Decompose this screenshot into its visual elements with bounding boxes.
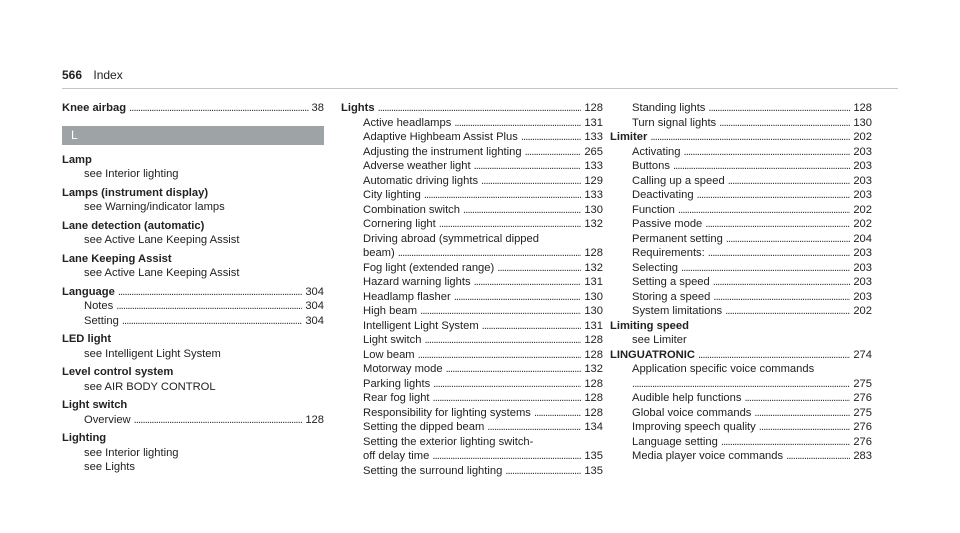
section-letter: L xyxy=(71,127,78,142)
see-reference[interactable]: see Lights xyxy=(84,461,135,473)
subentry-label: Global voice commands xyxy=(632,406,752,419)
subentry-label: Passive mode xyxy=(632,218,703,230)
index-subentry xyxy=(341,217,603,232)
subentry-label: System limitations xyxy=(632,305,723,317)
leader-dots xyxy=(433,391,582,406)
leader-dots xyxy=(424,188,582,203)
leader-dots xyxy=(398,246,582,261)
subentry-label: Calling up a speed xyxy=(632,174,725,187)
subentry-label: Responsibility for lighting systems xyxy=(363,406,531,419)
leader-dots xyxy=(697,188,851,203)
page-ref[interactable]: 203 xyxy=(853,290,872,303)
subentry-label: Application specific voice commands xyxy=(632,363,815,375)
leader-dots xyxy=(482,319,582,334)
page-ref[interactable]: 128 xyxy=(853,102,872,114)
leader-dots xyxy=(521,130,581,145)
leader-dots xyxy=(454,116,581,131)
index-subentry xyxy=(610,406,872,421)
index-subentry xyxy=(341,290,603,305)
page-ref[interactable]: 203 xyxy=(853,174,872,187)
letter-section-bar xyxy=(62,126,324,145)
index-subentry xyxy=(610,449,872,464)
leader-dots xyxy=(418,348,582,363)
index-subentry xyxy=(610,420,872,435)
leader-dots xyxy=(721,435,850,450)
leader-dots xyxy=(725,304,850,319)
leader-dots xyxy=(713,275,851,290)
leader-dots xyxy=(744,391,850,406)
subentry-label: Low beam xyxy=(363,348,415,361)
index-subentry xyxy=(610,159,872,174)
subentry-label: beam) xyxy=(363,247,395,259)
entry-label: Language xyxy=(62,285,115,298)
leader-dots xyxy=(728,174,851,189)
index-subentry xyxy=(341,188,603,203)
subentry-label: Light switch xyxy=(363,334,422,346)
index-subentry xyxy=(341,348,603,363)
leader-dots xyxy=(432,449,581,464)
index-subentry xyxy=(341,275,603,290)
subentry-label: Combination switch xyxy=(363,203,461,216)
entry-label: Lights xyxy=(341,102,375,114)
leader-dots xyxy=(463,203,581,218)
subentry-label: Requirements: xyxy=(632,247,705,259)
subentry-label: Setting the dipped beam xyxy=(363,421,485,433)
page-title: Index xyxy=(93,68,123,82)
leader-dots xyxy=(481,174,581,189)
page-ref[interactable]: 202 xyxy=(853,305,872,317)
leader-dots xyxy=(726,232,851,247)
leader-dots xyxy=(684,145,851,160)
subentry-label: High beam xyxy=(363,305,418,317)
page-ref[interactable]: 275 xyxy=(853,406,872,419)
leader-dots xyxy=(719,116,850,131)
leader-dots xyxy=(632,377,850,392)
page-ref[interactable]: 283 xyxy=(853,450,872,462)
page-ref[interactable]: 133 xyxy=(584,189,603,201)
subentry-label: Parking lights xyxy=(363,377,431,390)
subentry-label: Automatic driving lights xyxy=(363,174,479,187)
page-ref[interactable]: 203 xyxy=(853,276,872,288)
page-ref[interactable]: 131 xyxy=(584,276,603,288)
page-ref[interactable]: 130 xyxy=(584,305,603,317)
index-subentry xyxy=(341,362,603,377)
page-ref[interactable]: 276 xyxy=(853,435,872,448)
index-entry: Light switch xyxy=(62,399,128,411)
index-entry xyxy=(341,101,603,116)
see-reference[interactable]: see Intelligent Light System xyxy=(84,347,221,360)
index-subentry xyxy=(610,232,872,247)
see-reference[interactable]: see AIR BODY CONTROL xyxy=(84,380,216,393)
header-divider xyxy=(62,88,898,89)
page-ref[interactable]: 128 xyxy=(584,377,603,390)
leader-dots xyxy=(534,406,581,421)
index-entry: Lamp xyxy=(62,153,92,166)
page-ref[interactable]: 130 xyxy=(584,290,603,303)
subentry-label: Motorway mode xyxy=(363,363,443,375)
see-reference[interactable]: see Active Lane Keeping Assist xyxy=(84,234,240,246)
leader-dots xyxy=(439,217,582,232)
index-entry xyxy=(610,130,872,145)
subentry-label: Driving abroad (symmetrical dipped xyxy=(363,232,539,245)
page-ref[interactable]: 134 xyxy=(584,421,603,433)
index-subentry xyxy=(341,116,603,131)
subentry-label: Buttons xyxy=(632,160,670,172)
subentry-label: Setting a speed xyxy=(632,276,710,288)
index-subentry xyxy=(341,145,603,160)
index-subentry xyxy=(610,116,872,131)
page-ref[interactable]: 265 xyxy=(584,145,603,158)
index-subentry xyxy=(610,391,872,406)
index-subentry xyxy=(610,174,872,189)
page-ref[interactable]: 130 xyxy=(853,116,872,129)
page-ref[interactable]: 128 xyxy=(584,334,603,346)
index-column-3 xyxy=(610,101,872,464)
leader-dots xyxy=(474,159,582,174)
index-entry: Level control system xyxy=(62,366,174,378)
subentry-label: Adverse weather light xyxy=(363,160,471,172)
page-ref[interactable]: 304 xyxy=(305,285,324,298)
leader-dots xyxy=(420,304,581,319)
leader-dots xyxy=(433,377,581,392)
subentry-label: Language setting xyxy=(632,435,718,448)
page-ref[interactable]: 133 xyxy=(584,131,603,143)
page-ref[interactable]: 128 xyxy=(584,348,603,361)
index-subentry xyxy=(341,406,603,421)
index-subentry xyxy=(610,275,872,290)
index-entry: Limiting speed xyxy=(610,319,689,332)
subentry-label: Deactivating xyxy=(632,189,694,201)
page-ref[interactable]: 274 xyxy=(853,348,872,361)
page-ref[interactable]: 203 xyxy=(853,160,872,172)
subentry-label: Setting the surround lighting xyxy=(363,464,503,477)
page-ref[interactable]: 128 xyxy=(305,413,324,426)
page-ref[interactable]: 132 xyxy=(584,363,603,375)
page-ref[interactable]: 132 xyxy=(584,218,603,230)
index-subentry xyxy=(341,246,603,261)
leader-dots xyxy=(759,420,851,435)
index-subentry xyxy=(341,420,603,435)
page-ref[interactable]: 128 xyxy=(584,102,603,114)
see-reference[interactable]: see Active Lane Keeping Assist xyxy=(84,267,240,279)
leader-dots xyxy=(134,413,303,428)
page-ref[interactable]: 203 xyxy=(853,145,872,158)
page-ref[interactable]: 131 xyxy=(584,319,603,332)
index-column-1 xyxy=(62,101,324,475)
page-ref[interactable]: 203 xyxy=(853,247,872,259)
subentry-label: Cornering light xyxy=(363,218,436,230)
subentry-label: Turn signal lights xyxy=(632,116,717,129)
subentry-label: off delay time xyxy=(363,450,430,462)
see-reference[interactable]: see Interior lighting xyxy=(84,168,179,180)
index-subentry xyxy=(341,377,603,392)
leader-dots xyxy=(698,348,850,363)
leader-dots xyxy=(708,101,850,116)
leader-dots xyxy=(678,203,850,218)
subentry-label: Intelligent Light System xyxy=(363,319,479,332)
see-reference[interactable]: see Limiter xyxy=(632,334,687,346)
index-subentry xyxy=(62,413,324,428)
index-subentry xyxy=(610,217,872,232)
index-subentry xyxy=(62,314,324,329)
index-subentry xyxy=(610,246,872,261)
index-subentry xyxy=(610,377,872,392)
subentry-label: Function xyxy=(632,203,675,216)
leader-dots xyxy=(505,464,581,479)
index-entry: Lane Keeping Assist xyxy=(62,252,172,265)
page-number: 566 xyxy=(62,68,83,82)
index-entry: Lighting xyxy=(62,432,107,444)
subentry-label: Active headlamps xyxy=(363,116,452,129)
leader-dots xyxy=(650,130,850,145)
leader-dots xyxy=(118,285,302,300)
page-ref[interactable]: 135 xyxy=(584,450,603,462)
leader-dots xyxy=(378,101,582,116)
index-entry xyxy=(62,101,324,116)
subentry-label: Permanent setting xyxy=(632,232,723,245)
index-subentry xyxy=(610,304,872,319)
index-column-2 xyxy=(341,101,603,478)
leader-dots xyxy=(474,275,582,290)
subentry-label: Setting the exterior lighting switch- xyxy=(363,435,534,448)
page-ref[interactable]: 38 xyxy=(311,102,324,114)
leader-dots xyxy=(497,261,581,276)
index-entry xyxy=(610,348,872,363)
page-ref[interactable]: 130 xyxy=(584,203,603,216)
page-ref[interactable]: 128 xyxy=(584,406,603,419)
index-subentry xyxy=(341,304,603,319)
leader-dots xyxy=(673,159,850,174)
subentry-label: Storing a speed xyxy=(632,290,711,303)
subentry-label: Hazard warning lights xyxy=(363,276,471,288)
index-subentry xyxy=(610,188,872,203)
page-ref[interactable]: 304 xyxy=(305,300,324,312)
index-subentry xyxy=(610,261,872,276)
leader-dots xyxy=(681,261,850,276)
leader-dots xyxy=(786,449,850,464)
index-entry xyxy=(62,285,324,300)
page-ref[interactable]: 276 xyxy=(853,421,872,433)
subentry-label: Overview xyxy=(84,413,131,426)
subentry-label: Adaptive Highbeam Assist Plus xyxy=(363,131,518,143)
index-subentry xyxy=(610,290,872,305)
subentry-label: Notes xyxy=(84,300,114,312)
entry-label: LINGUATRONIC xyxy=(610,348,695,361)
page-ref[interactable]: 203 xyxy=(853,189,872,201)
page-ref[interactable]: 203 xyxy=(853,261,872,274)
index-subentry xyxy=(341,391,603,406)
subentry-label: Headlamp flasher xyxy=(363,290,451,303)
page-ref[interactable]: 131 xyxy=(584,116,603,129)
subentry-label: Rear fog light xyxy=(363,392,430,404)
subentry-label: Improving speech quality xyxy=(632,421,756,433)
index-entry: Lane detection (automatic) xyxy=(62,219,205,232)
index-subentry xyxy=(610,203,872,218)
leader-dots xyxy=(754,406,850,421)
subentry-label: Fog light (extended range) xyxy=(363,261,495,274)
index-subentry xyxy=(341,449,603,464)
page-ref[interactable]: 304 xyxy=(305,314,324,327)
page-ref[interactable]: 202 xyxy=(853,218,872,230)
subentry-label: Media player voice commands xyxy=(632,450,784,462)
page-ref[interactable]: 275 xyxy=(853,377,872,390)
index-entry: Lamps (instrument display) xyxy=(62,186,209,199)
page-ref[interactable]: 129 xyxy=(584,174,603,187)
index-subentry xyxy=(341,130,603,145)
subentry-label: City lighting xyxy=(363,189,421,201)
leader-dots xyxy=(713,290,850,305)
index-entry: LED light xyxy=(62,333,112,345)
subentry-label: Audible help functions xyxy=(632,392,742,404)
subentry-label: Standing lights xyxy=(632,102,706,114)
index-subentry xyxy=(341,159,603,174)
index-subentry xyxy=(341,203,603,218)
page-ref[interactable]: 133 xyxy=(584,160,603,172)
leader-dots xyxy=(446,362,582,377)
leader-dots xyxy=(525,145,582,160)
index-subentry xyxy=(610,145,872,160)
subentry-label: Adjusting the instrument lighting xyxy=(363,145,522,158)
subentry-label: Setting xyxy=(84,314,119,327)
page-header xyxy=(62,68,123,82)
leader-dots xyxy=(122,314,302,329)
leader-dots xyxy=(454,290,582,305)
index-subentry xyxy=(341,174,603,189)
subentry-label: Activating xyxy=(632,145,681,158)
leader-dots xyxy=(487,420,581,435)
see-reference[interactable]: see Warning/indicator lamps xyxy=(84,201,225,213)
index-subentry xyxy=(341,333,603,348)
leader-dots xyxy=(424,333,581,348)
index-subentry xyxy=(62,299,324,314)
leader-dots xyxy=(708,246,851,261)
page-ref[interactable]: 204 xyxy=(853,232,872,245)
index-subentry xyxy=(341,261,603,276)
page-ref[interactable]: 276 xyxy=(853,392,872,404)
subentry-label: Selecting xyxy=(632,261,679,274)
page-ref[interactable]: 128 xyxy=(584,392,603,404)
page-ref[interactable]: 135 xyxy=(584,464,603,477)
index-subentry xyxy=(341,319,603,334)
entry-label: Limiter xyxy=(610,131,648,143)
entry-label: Knee airbag xyxy=(62,102,127,114)
index-subentry xyxy=(610,101,872,116)
page-ref[interactable]: 202 xyxy=(853,131,872,143)
page-ref[interactable]: 202 xyxy=(853,203,872,216)
page-ref[interactable]: 128 xyxy=(584,247,603,259)
leader-dots xyxy=(116,299,302,314)
index-subentry xyxy=(610,435,872,450)
leader-dots xyxy=(705,217,850,232)
page-ref[interactable]: 132 xyxy=(584,261,603,274)
index-subentry xyxy=(341,464,603,479)
leader-dots xyxy=(129,101,309,116)
see-reference[interactable]: see Interior lighting xyxy=(84,446,179,459)
